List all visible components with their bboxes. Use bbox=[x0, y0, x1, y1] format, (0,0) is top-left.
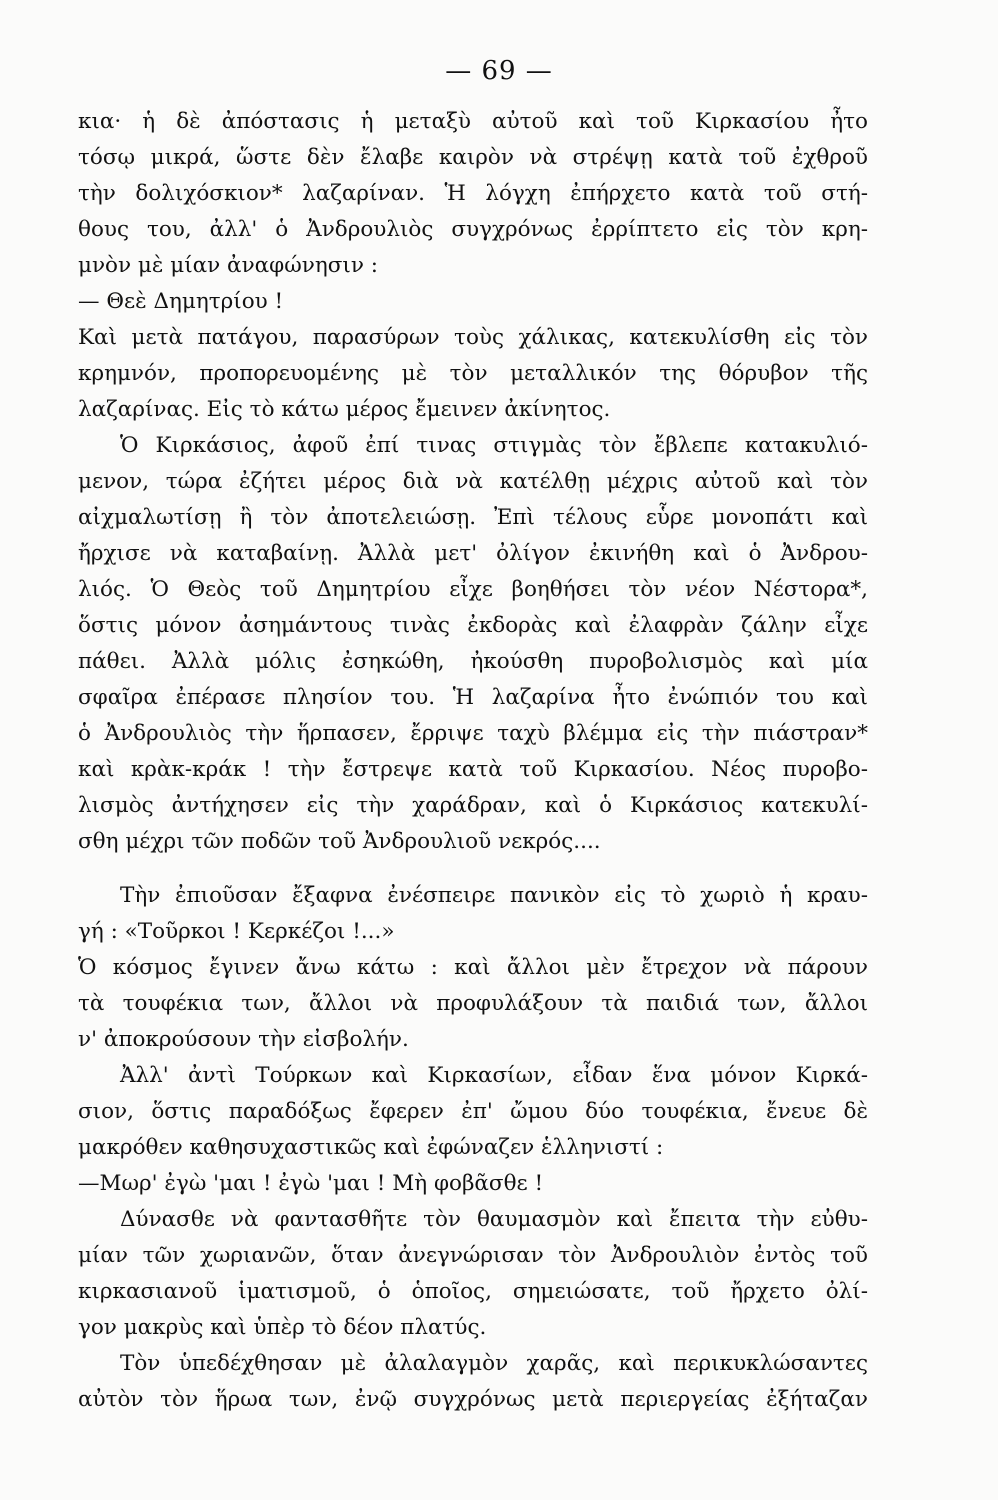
text-line: Ὁ Κιρκάσιος, ἀφοῦ ἐπί τινας στιγμὰς τὸν ἔβλεπε κατακυλιό- bbox=[120, 433, 868, 458]
text-line: Καὶ μετὰ πατάγου, παρασύρων τοὺς χάλικας, κατεκυλίσθη εἰς τὸν bbox=[78, 325, 868, 350]
text-line: ἤρχισε νὰ καταβαίνῃ. Ἀλλὰ μετ' ὀλίγον ἐκινήθη καὶ ὁ Ἀνδρου- bbox=[78, 541, 868, 566]
page-number: — 69 — bbox=[445, 56, 553, 86]
text-line: Τὴν ἐπιοῦσαν ἔξαφνα ἐνέσπειρε πανικὸν εἰς τὸ χωριὸ ἡ κραυ- bbox=[120, 883, 868, 908]
text-line: κιρκασιανοῦ ἱματισμοῦ, ὁ ὁποῖος, σημειώσατε, τοῦ ἤρχετο ὀλί- bbox=[78, 1279, 868, 1304]
text-line: σθη μέχρι τῶν ποδῶν τοῦ Ἀνδρουλιοῦ νεκρός.... bbox=[78, 829, 601, 854]
text-line: πάθει. Ἀλλὰ μόλις ἐσηκώθη, ἠκούσθη πυροβολισμὸς καὶ μία bbox=[78, 649, 868, 674]
text-line: αὐτὸν τὸν ἥρωα των, ἐνῷ συγχρόνως μετὰ περιεργείας ἐξήταζαν bbox=[78, 1387, 868, 1412]
text-line: καὶ κρὰκ-κράκ ! τὴν ἔστρεψε κατὰ τοῦ Κιρκασίου. Νέος πυροβο- bbox=[78, 757, 868, 782]
text-line: τόσῳ μικρά, ὥστε δὲν ἔλαβε καιρὸν νὰ στρέψῃ κατὰ τοῦ ἐχθροῦ bbox=[78, 145, 868, 170]
text-line: —Μωρ' ἐγὼ 'μαι ! ἐγὼ 'μαι ! Μὴ φοβᾶσθε ! bbox=[78, 1171, 544, 1196]
text-line: κρημνόν, προπορευομένης μὲ τὸν μεταλλικόν της θόρυβον τῆς bbox=[78, 361, 868, 386]
text-line: τὴν δολιχόσκιον* λαζαρίναν. Ἡ λόγχη ἐπήρχετο κατὰ τοῦ στή- bbox=[78, 181, 868, 206]
text-line: γον μακρὺς καὶ ὑπὲρ τὸ δέον πλατύς. bbox=[78, 1315, 487, 1340]
text-line: τὰ τουφέκια των, ἄλλοι νὰ προφυλάξουν τὰ παιδιά των, ἄλλοι bbox=[78, 991, 868, 1016]
text-line: θους του, ἀλλ' ὁ Ἀνδρουλιὸς συγχρόνως ἐρρίπτετο εἰς τὸν κρη- bbox=[78, 217, 868, 242]
text-line: Ἀλλ' ἀντὶ Τούρκων καὶ Κιρκασίων, εἶδαν ἕνα μόνον Κιρκά- bbox=[120, 1063, 868, 1088]
text-line: λισμὸς ἀντήχησεν εἰς τὴν χαράδραν, καὶ ὁ Κιρκάσιος κατεκυλί- bbox=[78, 793, 868, 818]
text-line: — Θεὲ Δημητρίου ! bbox=[78, 289, 284, 314]
text-line: Ὁ κόσμος ἔγινεν ἄνω κάτω : καὶ ἄλλοι μὲν ἔτρεχον νὰ πάρουν bbox=[78, 955, 868, 980]
text-line: γή : «Τοῦρκοι ! Κερκέζοι !...» bbox=[78, 919, 395, 944]
text-line: Δύνασθε νὰ φαντασθῆτε τὸν θαυμασμὸν καὶ ἔπειτα τὴν εὐθυ- bbox=[120, 1207, 868, 1232]
text-line: αἰχμαλωτίσῃ ἢ τὸν ἀποτελειώσῃ. Ἐπὶ τέλους εὗρε μονοπάτι καὶ bbox=[78, 505, 868, 530]
text-line: μνὸν μὲ μίαν ἀναφώνησιν : bbox=[78, 253, 378, 278]
text-line: μακρόθεν καθησυχαστικῶς καὶ ἐφώναζεν ἑλληνιστί : bbox=[78, 1135, 664, 1160]
text-line: ν' ἀποκρούσουν τὴν εἰσβολήν. bbox=[78, 1027, 409, 1052]
text-line: σιον, ὅστις παραδόξως ἔφερεν ἐπ' ὤμου δύο τουφέκια, ἔνευε δὲ bbox=[78, 1099, 868, 1124]
text-line: ὁ Ἀνδρουλιὸς τὴν ἥρπασεν, ἔρριψε ταχὺ βλέμμα εἰς τὴν πιάστραν* bbox=[78, 721, 868, 746]
text-line: κια· ἡ δὲ ἀπόστασις ἡ μεταξὺ αὐτοῦ καὶ τοῦ Κιρκασίου ἦτο bbox=[78, 109, 868, 134]
text-line: μίαν τῶν χωριανῶν, ὅταν ἀνεγνώρισαν τὸν Ἀνδρουλιὸν ἐντὸς τοῦ bbox=[78, 1243, 868, 1268]
text-line: μενον, τώρα ἐζήτει μέρος διὰ νὰ κατέλθῃ μέχρις αὐτοῦ καὶ τὸν bbox=[78, 469, 868, 494]
text-line: ὅστις μόνον ἀσημάντους τινὰς ἐκδορὰς καὶ ἐλαφρὰν ζάλην εἶχε bbox=[78, 613, 868, 638]
text-line: σφαῖρα ἐπέρασε πλησίον του. Ἡ λαζαρίνα ἦτο ἐνώπιόν του καὶ bbox=[78, 685, 868, 710]
text-line: λαζαρίνας. Εἰς τὸ κάτω μέρος ἔμεινεν ἀκίνητος. bbox=[78, 397, 611, 422]
text-line: Τὸν ὑπεδέχθησαν μὲ ἀλαλαγμὸν χαρᾶς, καὶ περικυκλώσαντες bbox=[120, 1351, 868, 1376]
text-line: λιός. Ὁ Θεὸς τοῦ Δημητρίου εἶχε βοηθήσει τὸν νέον Νέστορα*, bbox=[78, 577, 868, 602]
